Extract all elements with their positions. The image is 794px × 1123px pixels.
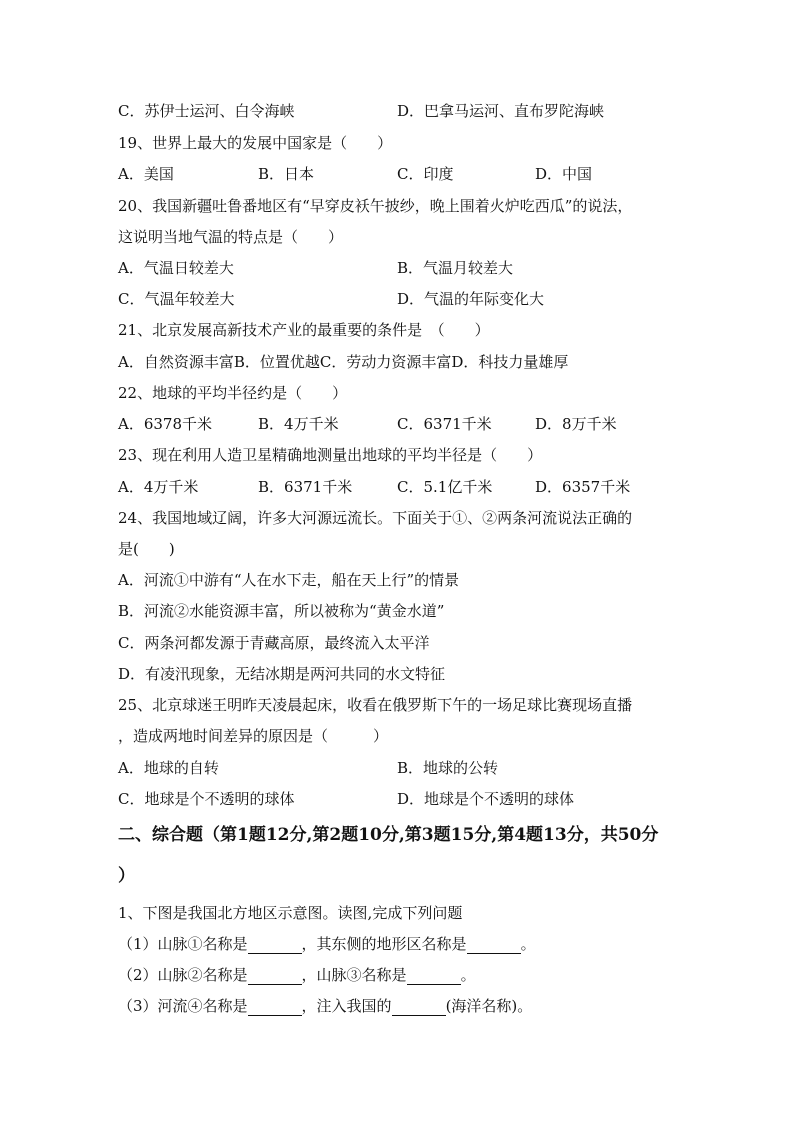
q23-option-d: D．6357千米 xyxy=(535,478,631,496)
q23-options xyxy=(118,477,678,497)
q22-option-c: C．6371千米 xyxy=(397,415,492,433)
q25-option-b: B．地球的公转 xyxy=(397,759,499,777)
q25-option-d: D．地球是个不透明的球体 xyxy=(397,790,575,808)
section2-title-line1: 二、综合题（第1题12分,第2题10分,第3题15分,第4题13分，共50分 xyxy=(118,825,659,845)
q23-question: 23、现在利用人造卫星精确地测量出地球的平均半径是（ ） xyxy=(118,446,543,464)
q23-option-c: C．5.1亿千米 xyxy=(397,478,493,496)
q23-option-b: B．6371千米 xyxy=(258,478,353,496)
q19-option-d: D．中国 xyxy=(535,165,593,183)
q25-question-line2: ，造成两地时间差异的原因是（ ） xyxy=(118,727,389,745)
q24-option-d: D．有凌汛现象，无结冰期是两河共同的水文特征 xyxy=(118,665,446,683)
s2q1-sub3-blank2[interactable] xyxy=(392,999,446,1016)
q19-option-b: B．日本 xyxy=(258,165,315,183)
s2q1-sub2-blank1[interactable] xyxy=(248,968,302,985)
q25-option-c: C．地球是个不透明的球体 xyxy=(118,790,295,808)
s2q1-sub3-text-a: （3）河流④名称是 xyxy=(118,997,248,1015)
s2q1-sub1-blank1[interactable] xyxy=(248,937,302,954)
q20-question-line1: 20、我国新疆吐鲁番地区有“早穿皮袄午披纱，晚上围着火炉吃西瓜”的说法， xyxy=(118,197,633,215)
q20-option-c: C．气温年较差大 xyxy=(118,290,235,308)
q24-question-line2: 是( ) xyxy=(118,540,175,558)
s2q1-sub1-text-b: ，其东侧的地形区名称是 xyxy=(301,935,467,953)
s2q1-sub3-blank1[interactable] xyxy=(248,999,302,1016)
q19-options xyxy=(118,164,678,184)
s2q1-sub1-text-a: （1）山脉①名称是 xyxy=(118,935,248,953)
s2q1-sub2 xyxy=(118,965,476,985)
s2q1-sub3 xyxy=(118,996,532,1016)
s2q1-sub3-text-b: ，注入我国的 xyxy=(301,997,392,1015)
s2q1-sub1-blank2[interactable] xyxy=(467,937,521,954)
q19-option-c: C．印度 xyxy=(397,165,454,183)
section2-title-line2: ） xyxy=(118,866,135,886)
s2q1-sub3-text-c: (海洋名称)。 xyxy=(445,997,533,1015)
s2q1-intro: 1、下图是我国北方地区示意图。读图,完成下列问题 xyxy=(118,904,463,922)
q20-option-a: A．气温日较差大 xyxy=(118,259,234,277)
q21-question: 21、北京发展高新技术产业的最重要的条件是 （ ） xyxy=(118,321,490,339)
q22-option-b: B．4万千米 xyxy=(258,415,339,433)
q25-question-line1: 25、北京球迷王明昨天凌晨起床，收看在俄罗斯下午的一场足球比赛现场直播 xyxy=(118,696,633,714)
s2q1-sub2-text-b: ，山脉③名称是 xyxy=(301,966,407,984)
q22-options xyxy=(118,414,678,434)
q22-option-d: D．8万千米 xyxy=(535,415,617,433)
q24-option-a: A．河流①中游有“人在水下走，船在天上行”的情景 xyxy=(118,571,460,589)
q19-option-a: A．美国 xyxy=(118,165,174,183)
q22-option-a: A．6378千米 xyxy=(118,415,213,433)
s2q1-sub1 xyxy=(118,934,536,954)
q22-question: 22、地球的平均半径约是（ ） xyxy=(118,384,348,402)
q25-option-a: A．地球的自转 xyxy=(118,759,219,777)
q24-question-line1: 24、我国地域辽阔，许多大河源远流长。下面关于①、②两条河流说法正确的 xyxy=(118,509,633,527)
s2q1-sub2-text-a: （2）山脉②名称是 xyxy=(118,966,248,984)
q19-question: 19、世界上最大的发展中国家是（ ） xyxy=(118,134,393,152)
q24-option-c: C．两条河都发源于青藏高原，最终流入太平洋 xyxy=(118,634,430,652)
q23-option-a: A．4万千米 xyxy=(118,478,199,496)
q24-option-b: B．河流②水能资源丰富，所以被称为“黄金水道” xyxy=(118,602,445,620)
q18-option-d: D．巴拿马运河、直布罗陀海峡 xyxy=(397,102,605,120)
s2q1-sub2-blank2[interactable] xyxy=(407,968,461,985)
s2q1-sub2-text-c: 。 xyxy=(460,966,476,984)
q20-option-b: B．气温月较差大 xyxy=(397,259,514,277)
q20-option-d: D．气温的年际变化大 xyxy=(397,290,545,308)
s2q1-sub1-text-c: 。 xyxy=(520,935,536,953)
q18-option-c: C．苏伊士运河、白令海峡 xyxy=(118,102,295,120)
q21-options: A．自然资源丰富B．位置优越C．劳动力资源丰富D．科技力量雄厚 xyxy=(118,353,569,371)
q20-question-line2: 这说明当地气温的特点是（ ） xyxy=(118,228,344,246)
